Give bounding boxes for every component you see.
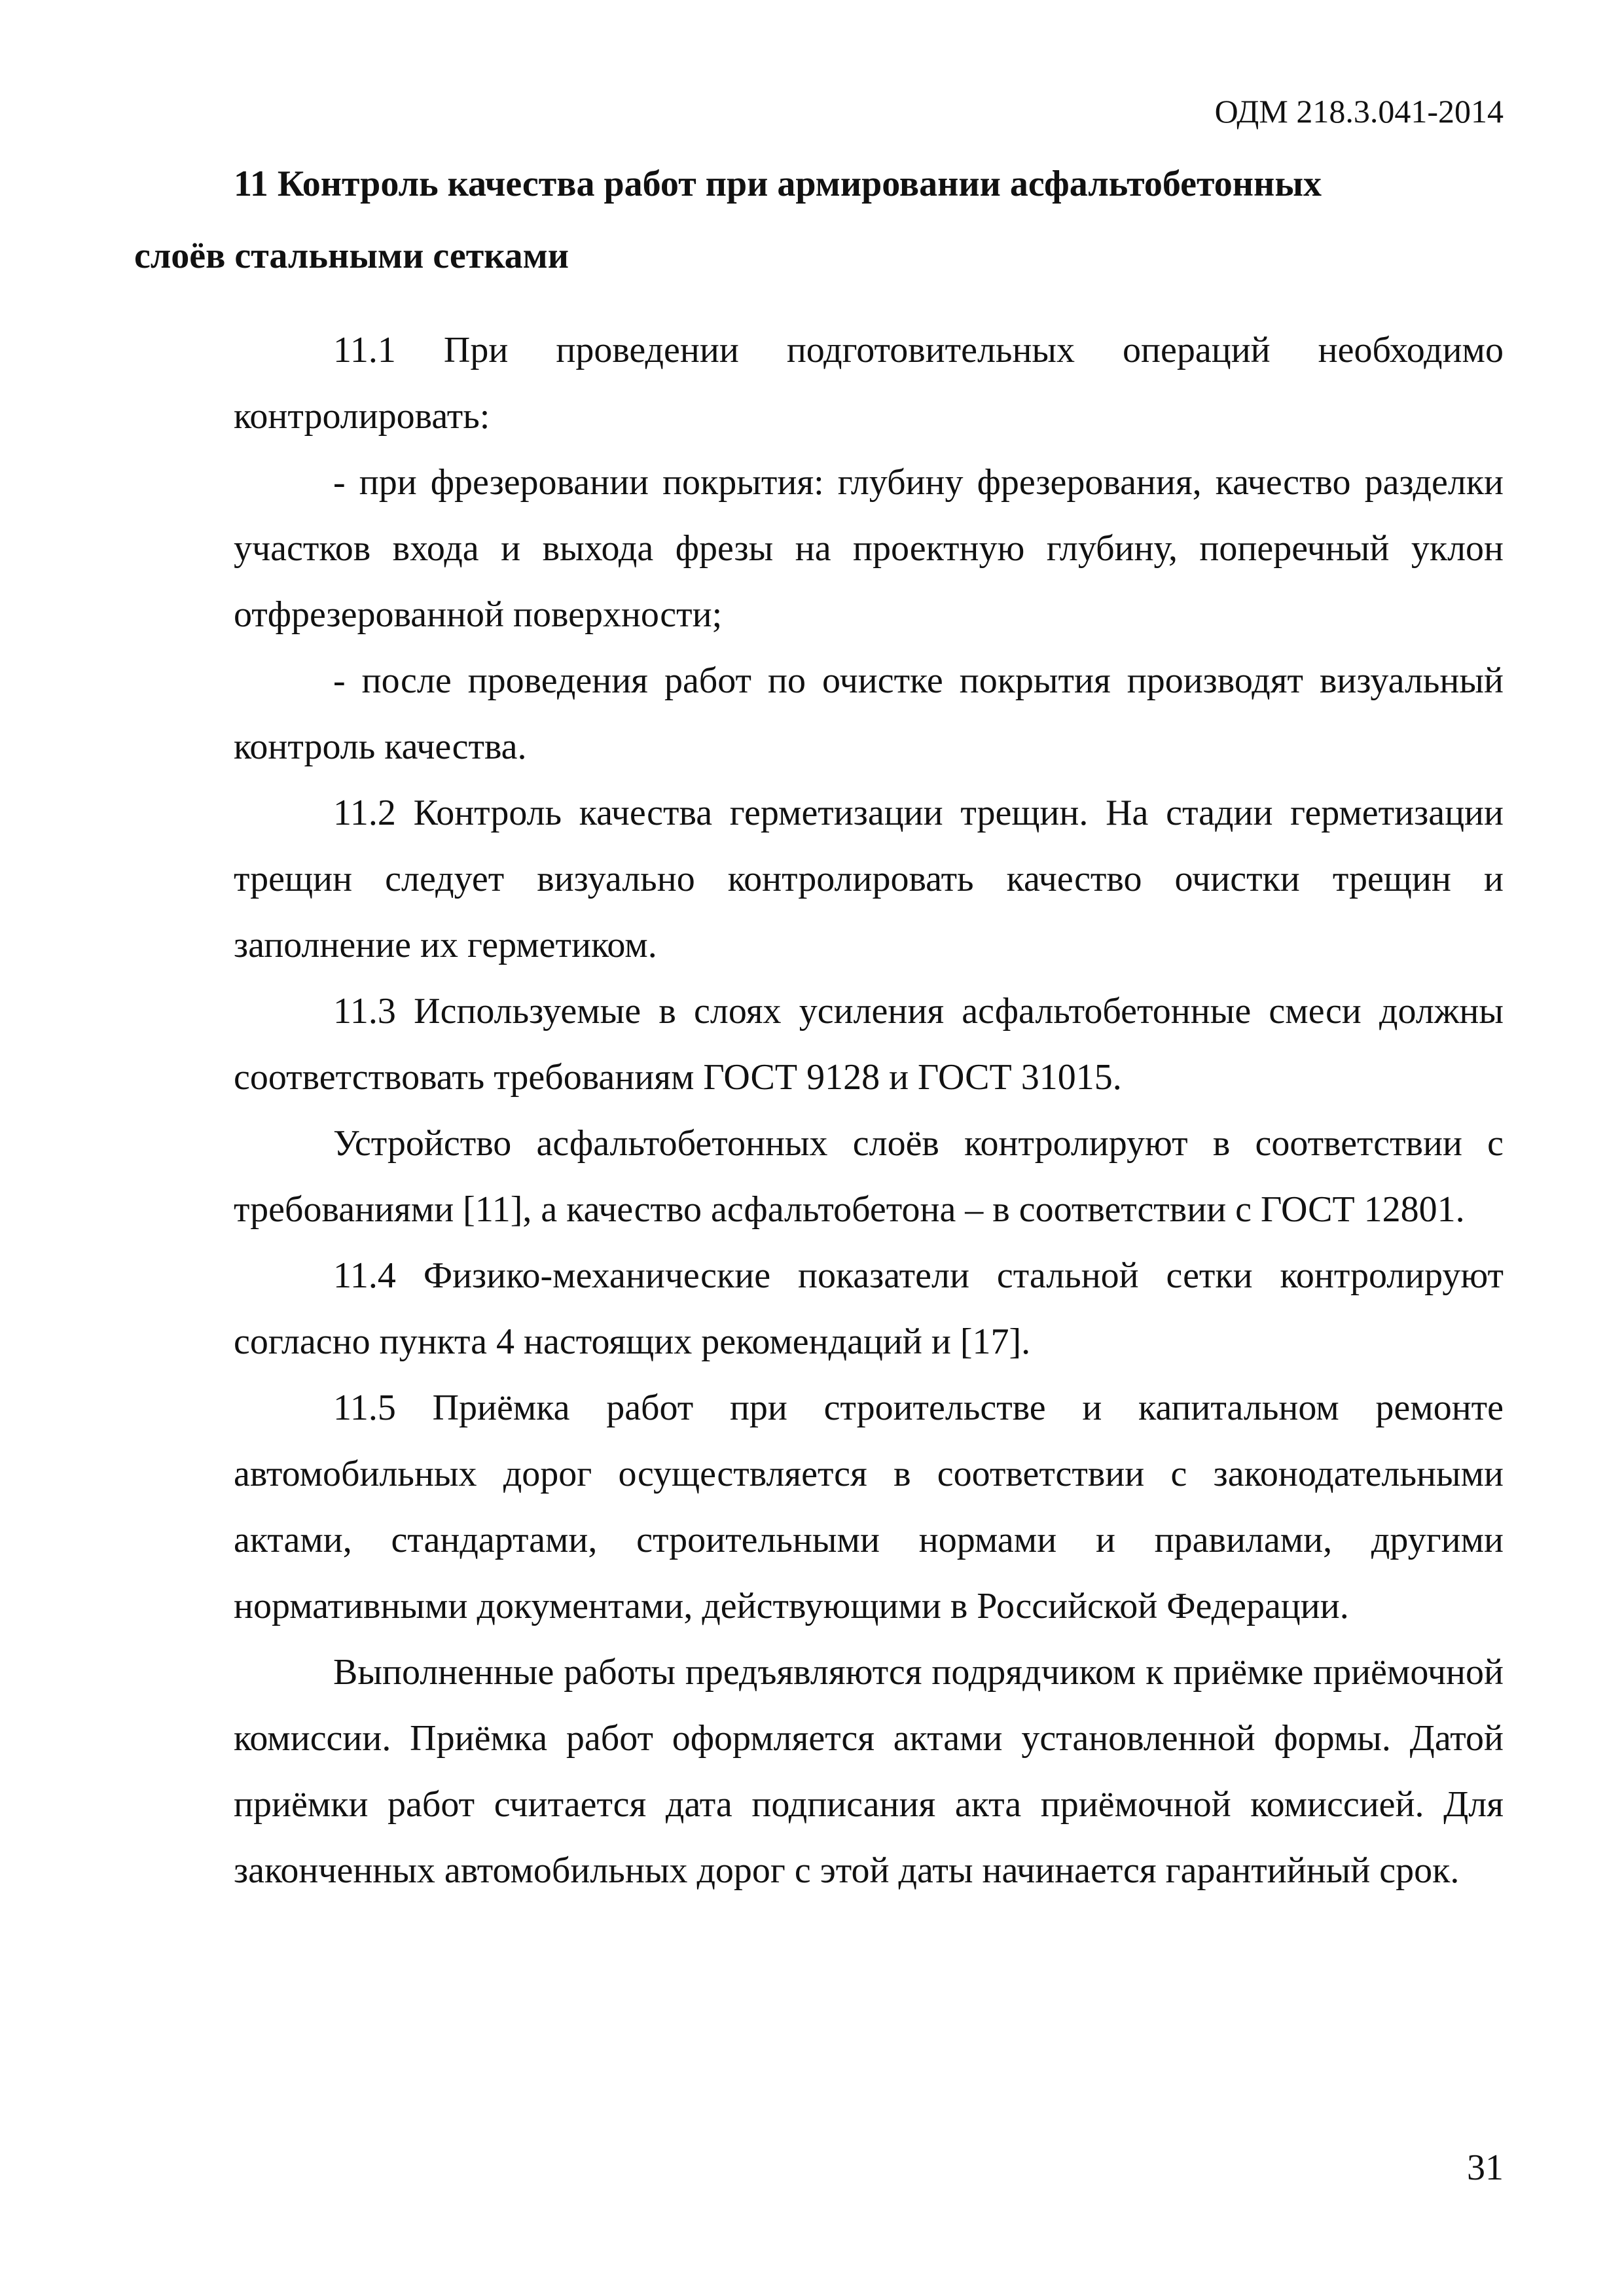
- paragraph-asphalt-layers: Устройство асфальтобетонных слоёв контролируют в соответствии с требованиями [11], а качество асфальтобетона – в соответствии с ГОСТ 12801.: [234, 1123, 1504, 1230]
- document-code: ОДМ 218.3.041-2014: [1214, 93, 1504, 130]
- paragraph-11-5: 11.5 Приёмка работ при строительстве и капитальном ремонте автомобильных дорог осуществляется в соответствии с законодательными актами, стандартами, строительными нормами и правилами, другими нормативными документами, действующими в Российской Федерации.: [234, 1388, 1504, 1626]
- paragraph-acceptance: Выполненные работы предъявляются подрядчиком к приёмке приёмочной комиссии. Приёмка работ оформляется актами установленной формы. Датой приёмки работ считается дата подписания акта приёмочной комиссией. Для законченных автомобильных дорог с этой даты начинается гарантийный срок.: [234, 1652, 1504, 1891]
- section-title-line-1: 11 Контроль качества работ при армировании асфальтобетонных: [234, 164, 1322, 204]
- paragraph-11-2: 11.2 Контроль качества герметизации трещин. На стадии герметизации трещин следует визуально контролировать качество очистки трещин и заполнение их герметиком.: [234, 793, 1504, 965]
- paragraph-cleaning-control: - после проведения работ по очистке покрытия производят визуальный контроль качества.: [234, 660, 1504, 767]
- body-text: [234, 317, 1504, 1904]
- section-title-line-2: слоёв стальными сетками: [134, 236, 569, 276]
- paragraph-11-4: 11.4 Физико-механические показатели стальной сетки контролируют согласно пункта 4 настоящих рекомендаций и [17].: [234, 1255, 1504, 1362]
- paragraph-11-3: 11.3 Используемые в слоях усиления асфальтобетонные смеси должны соответствовать требованиям ГОСТ 9128 и ГОСТ 31015.: [234, 991, 1504, 1098]
- section-title: [134, 148, 1490, 292]
- page-number: 31: [1467, 2147, 1504, 2188]
- paragraph-11-1: 11.1 При проведении подготовительных операций необходимо контролировать:: [234, 330, 1504, 437]
- paragraph-milling-control: - при фрезеровании покрытия: глубину фрезерования, качество разделки участков входа и выхода фрезы на проектную глубину, поперечный уклон отфрезерованной поверхности;: [234, 462, 1504, 635]
